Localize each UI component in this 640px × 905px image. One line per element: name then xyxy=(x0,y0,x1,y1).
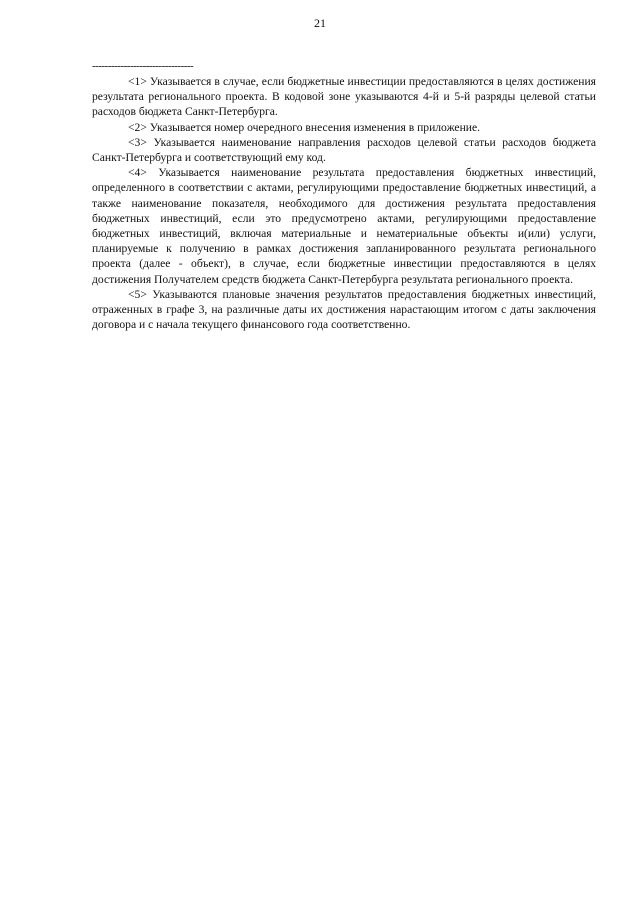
footnote-2: <2> Указывается номер очередного внесения изменения в приложение. xyxy=(128,120,481,134)
footnote-separator: -------------------------------- xyxy=(92,60,194,72)
footnotes-block xyxy=(92,74,596,332)
footnote-5: <5> Указываются плановые значения результатов предоставления бюджетных инвестиций, отраженных в графе 3, на различные даты их достижения нарастающим итогом с даты заключения договора и с начала текущего финансового года соответственно. xyxy=(92,287,596,332)
footnote-3: <3> Указывается наименование направления расходов целевой статьи расходов бюджета Санкт-Петербурга и соответствующий ему код. xyxy=(92,135,596,165)
footnote-1: <1> Указывается в случае, если бюджетные инвестиции предоставляются в целях достижения результата регионального проекта. В кодовой зоне указываются 4-й и 5-й разряды целевой статьи расходов бюджета Санкт-Петербурга. xyxy=(92,75,596,119)
page-number: 21 xyxy=(314,16,326,30)
footnote-4: <4> Указывается наименование результата предоставления бюджетных инвестиций, определенного в соответствии с актами, регулирующими предоставление бюджетных инвестиций, а также наименование показателя, необходимого для достижения результата предоставления бюджетных инвестиций, если это предусмотрено актами, регулирующими предоставление бюджетных инвестиций, включая материальные и нематериальные объекты и(или) услуги, планируемые к получению в рамках достижения запланированного результата регионального проекта (далее - объект), в случае, если бюджетные инвестиции предоставляются в целях достижения Получателем средств бюджета Санкт-Петербурга результата регионального проекта. xyxy=(92,166,596,286)
